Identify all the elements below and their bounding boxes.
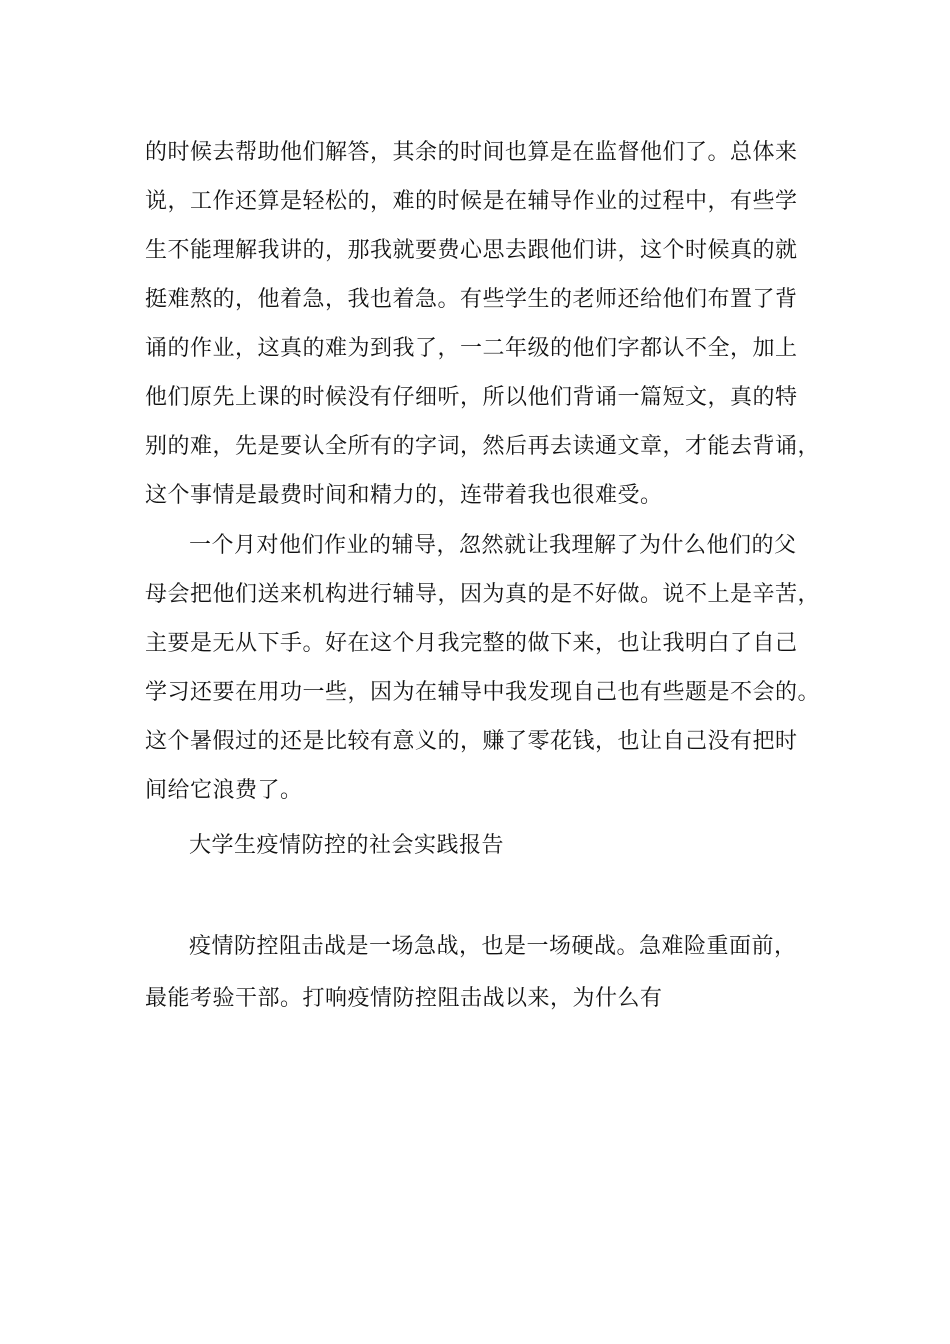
text-line: 这个事情是最费时间和精力的，连带着我也很难受。 — [145, 483, 663, 508]
section-title: 大学生疫情防控的社会实践报告 — [189, 833, 505, 858]
text-line: 诵的作业，这真的难为到我了，一二年级的他们字都认不全，加上 — [145, 336, 798, 361]
text-line: 最能考验干部。打响疫情防控阻击战以来，为什么有 — [145, 986, 663, 1011]
text-line: 学习还要在用功一些，因为在辅导中我发现自己也有些题是不会的。 — [145, 680, 821, 705]
text-line: 一个月对他们作业的辅导，忽然就让我理解了为什么他们的父 — [189, 533, 797, 558]
text-line: 主要是无从下手。好在这个月我完整的做下来，也让我明白了自己 — [145, 631, 798, 656]
text-line: 的时候去帮助他们解答，其余的时间也算是在监督他们了。总体来 — [145, 140, 798, 165]
text-line: 说，工作还算是轻松的，难的时候是在辅导作业的过程中，有些学 — [145, 189, 798, 214]
text-line: 生不能理解我讲的，那我就要费心思去跟他们讲，这个时候真的就 — [145, 238, 798, 263]
text-line: 这个暑假过的还是比较有意义的，赚了零花钱，也让自己没有把时 — [145, 729, 798, 754]
text-line: 疫情防控阻击战是一场急战，也是一场硬战。急难险重面前， — [189, 934, 797, 959]
text-line: 间给它浪费了。 — [145, 778, 303, 803]
text-line: 别的难，先是要认全所有的字词，然后再去读通文章，才能去背诵， — [145, 434, 821, 459]
text-line: 挺难熬的，他着急，我也着急。有些学生的老师还给他们布置了背 — [145, 287, 798, 312]
text-line: 母会把他们送来机构进行辅导，因为真的是不好做。说不上是辛苦， — [145, 582, 821, 607]
text-line: 他们原先上课的时候没有仔细听，所以他们背诵一篇短文，真的特 — [145, 385, 798, 410]
